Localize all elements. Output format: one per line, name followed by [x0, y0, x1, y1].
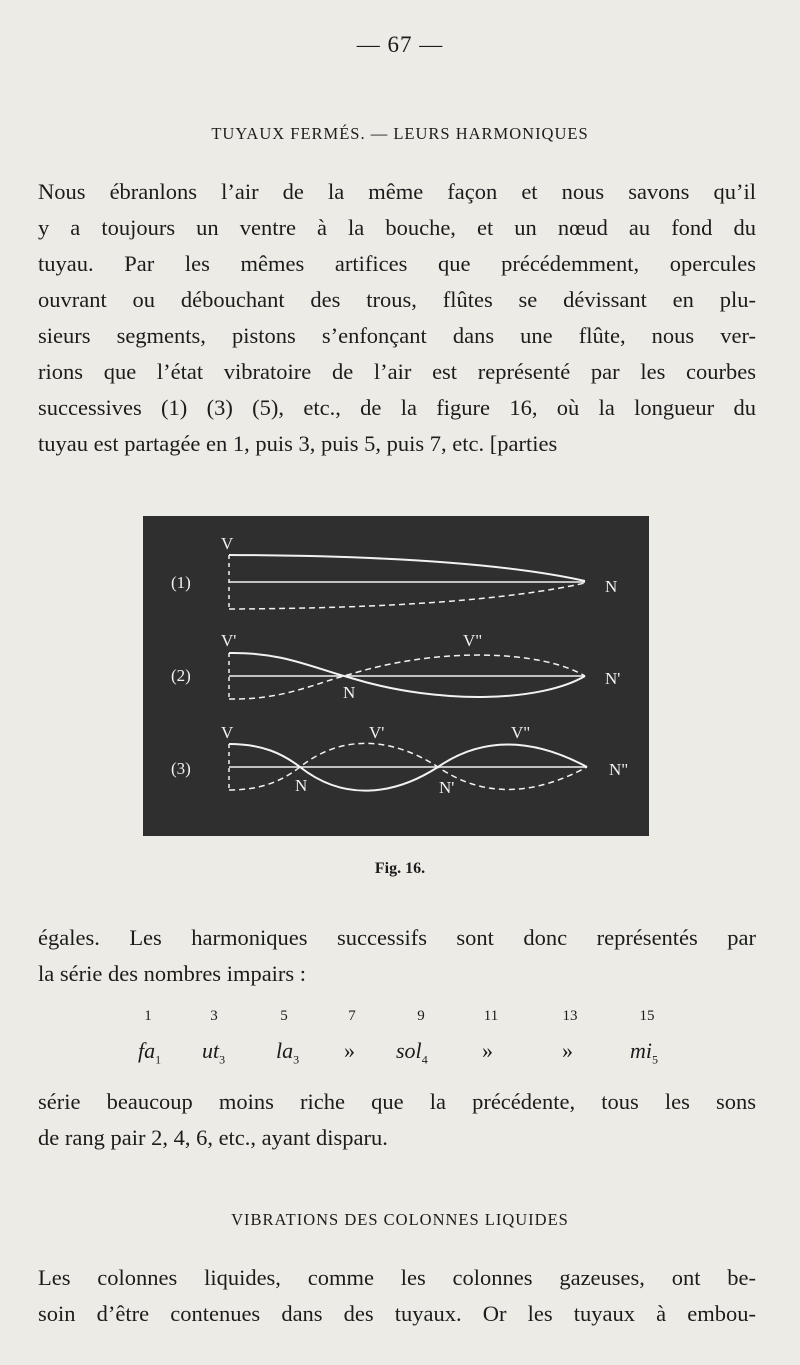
- paragraph-4: [38, 1260, 756, 1332]
- row1-label-n: N: [605, 577, 618, 596]
- text-line: tuyau est partagée en 1, puis 3, puis 5, puis 7, etc. [parties: [38, 431, 558, 456]
- row3-index: (3): [171, 759, 191, 778]
- row1-index: (1): [171, 573, 191, 592]
- pipe-vibration-diagram: [143, 516, 649, 836]
- row3-label-v: V: [221, 723, 234, 742]
- text-line: successives (1) (3) (5), etc., de la figure 16, où la longueur du: [38, 395, 756, 420]
- series-note: sol$_4$: [396, 1038, 428, 1067]
- text-line: soin d’être contenues dans des tuyaux. Or les tuyaux à embou-: [38, 1301, 756, 1326]
- series-number: 15: [639, 1008, 655, 1024]
- row3-label-v1: V': [369, 723, 385, 742]
- text-line: y a toujours un ventre à la bouche, et un nœud au fond du: [38, 215, 756, 240]
- row3-label-node1: N: [295, 776, 308, 795]
- row2-label-v1: V': [221, 631, 237, 650]
- figure-caption: Fig. 16.: [374, 860, 426, 877]
- series-number: 3: [210, 1008, 218, 1024]
- odd-harmonic-series: [0, 1008, 800, 1068]
- series-number: 5: [280, 1008, 288, 1024]
- row2-index: (2): [171, 666, 191, 685]
- paragraph-2: [38, 920, 756, 992]
- series-note: $fa_1$: [138, 1038, 162, 1067]
- row3-label-node2: N': [439, 778, 455, 797]
- row1-solid-curve: [229, 555, 585, 581]
- row2-label-n: N': [605, 669, 621, 688]
- paragraph-1: [38, 174, 756, 462]
- series-note: $ut_3$: [202, 1038, 226, 1067]
- series-note: $mi_5$: [630, 1038, 658, 1067]
- row1-dashed-curve: [229, 583, 585, 609]
- text-line: Nous ébranlons l’air de la même façon et nous savons qu’il: [38, 179, 756, 204]
- section-heading-closed-pipes: TUYAUX FERMÉS. — LEURS HARMONIQUES: [211, 124, 589, 143]
- series-note: $la_3$: [276, 1038, 300, 1067]
- row2-solid-curve: [229, 653, 585, 697]
- text-line: Les colonnes liquides, comme les colonnes gazeuses, ont be-: [38, 1265, 756, 1290]
- series-note: »: [482, 1038, 493, 1063]
- text-line: égales. Les harmoniques successifs sont donc représentés par: [38, 925, 756, 950]
- row3-label-v2: V": [511, 723, 531, 742]
- row2-label-v2: V": [463, 631, 483, 650]
- page-number: — 67 —: [356, 32, 444, 57]
- text-line: la série des nombres impairs :: [38, 961, 307, 986]
- row3-label-n: N": [609, 760, 629, 779]
- series-note: »: [562, 1038, 573, 1063]
- text-line: sieurs segments, pistons s’enfonçant dans une flûte, nous ver-: [38, 323, 756, 348]
- text-line: tuyau. Par les mêmes artifices que précédemment, opercules: [38, 251, 756, 276]
- series-number: 1: [144, 1008, 152, 1024]
- series-number: 13: [562, 1008, 578, 1024]
- row1-label-v: V: [221, 534, 234, 553]
- text-line: série beaucoup moins riche que la précédente, tous les sons: [38, 1089, 756, 1114]
- section-heading-liquid-columns: VIBRATIONS DES COLONNES LIQUIDES: [231, 1210, 569, 1229]
- series-note: »: [344, 1038, 355, 1063]
- text-line: de rang pair 2, 4, 6, etc., ayant disparu.: [38, 1125, 388, 1150]
- figure-16: [143, 516, 649, 836]
- series-number: 7: [348, 1008, 356, 1024]
- series-number: 11: [483, 1008, 499, 1024]
- paragraph-3: [38, 1084, 756, 1156]
- series-number: 9: [417, 1008, 425, 1024]
- text-line: ouvrant ou débouchant des trous, flûtes se dévissant en plu-: [38, 287, 756, 312]
- text-line: rions que l’état vibratoire de l’air est représenté par les courbes: [38, 359, 756, 384]
- row2-label-node: N: [343, 683, 356, 702]
